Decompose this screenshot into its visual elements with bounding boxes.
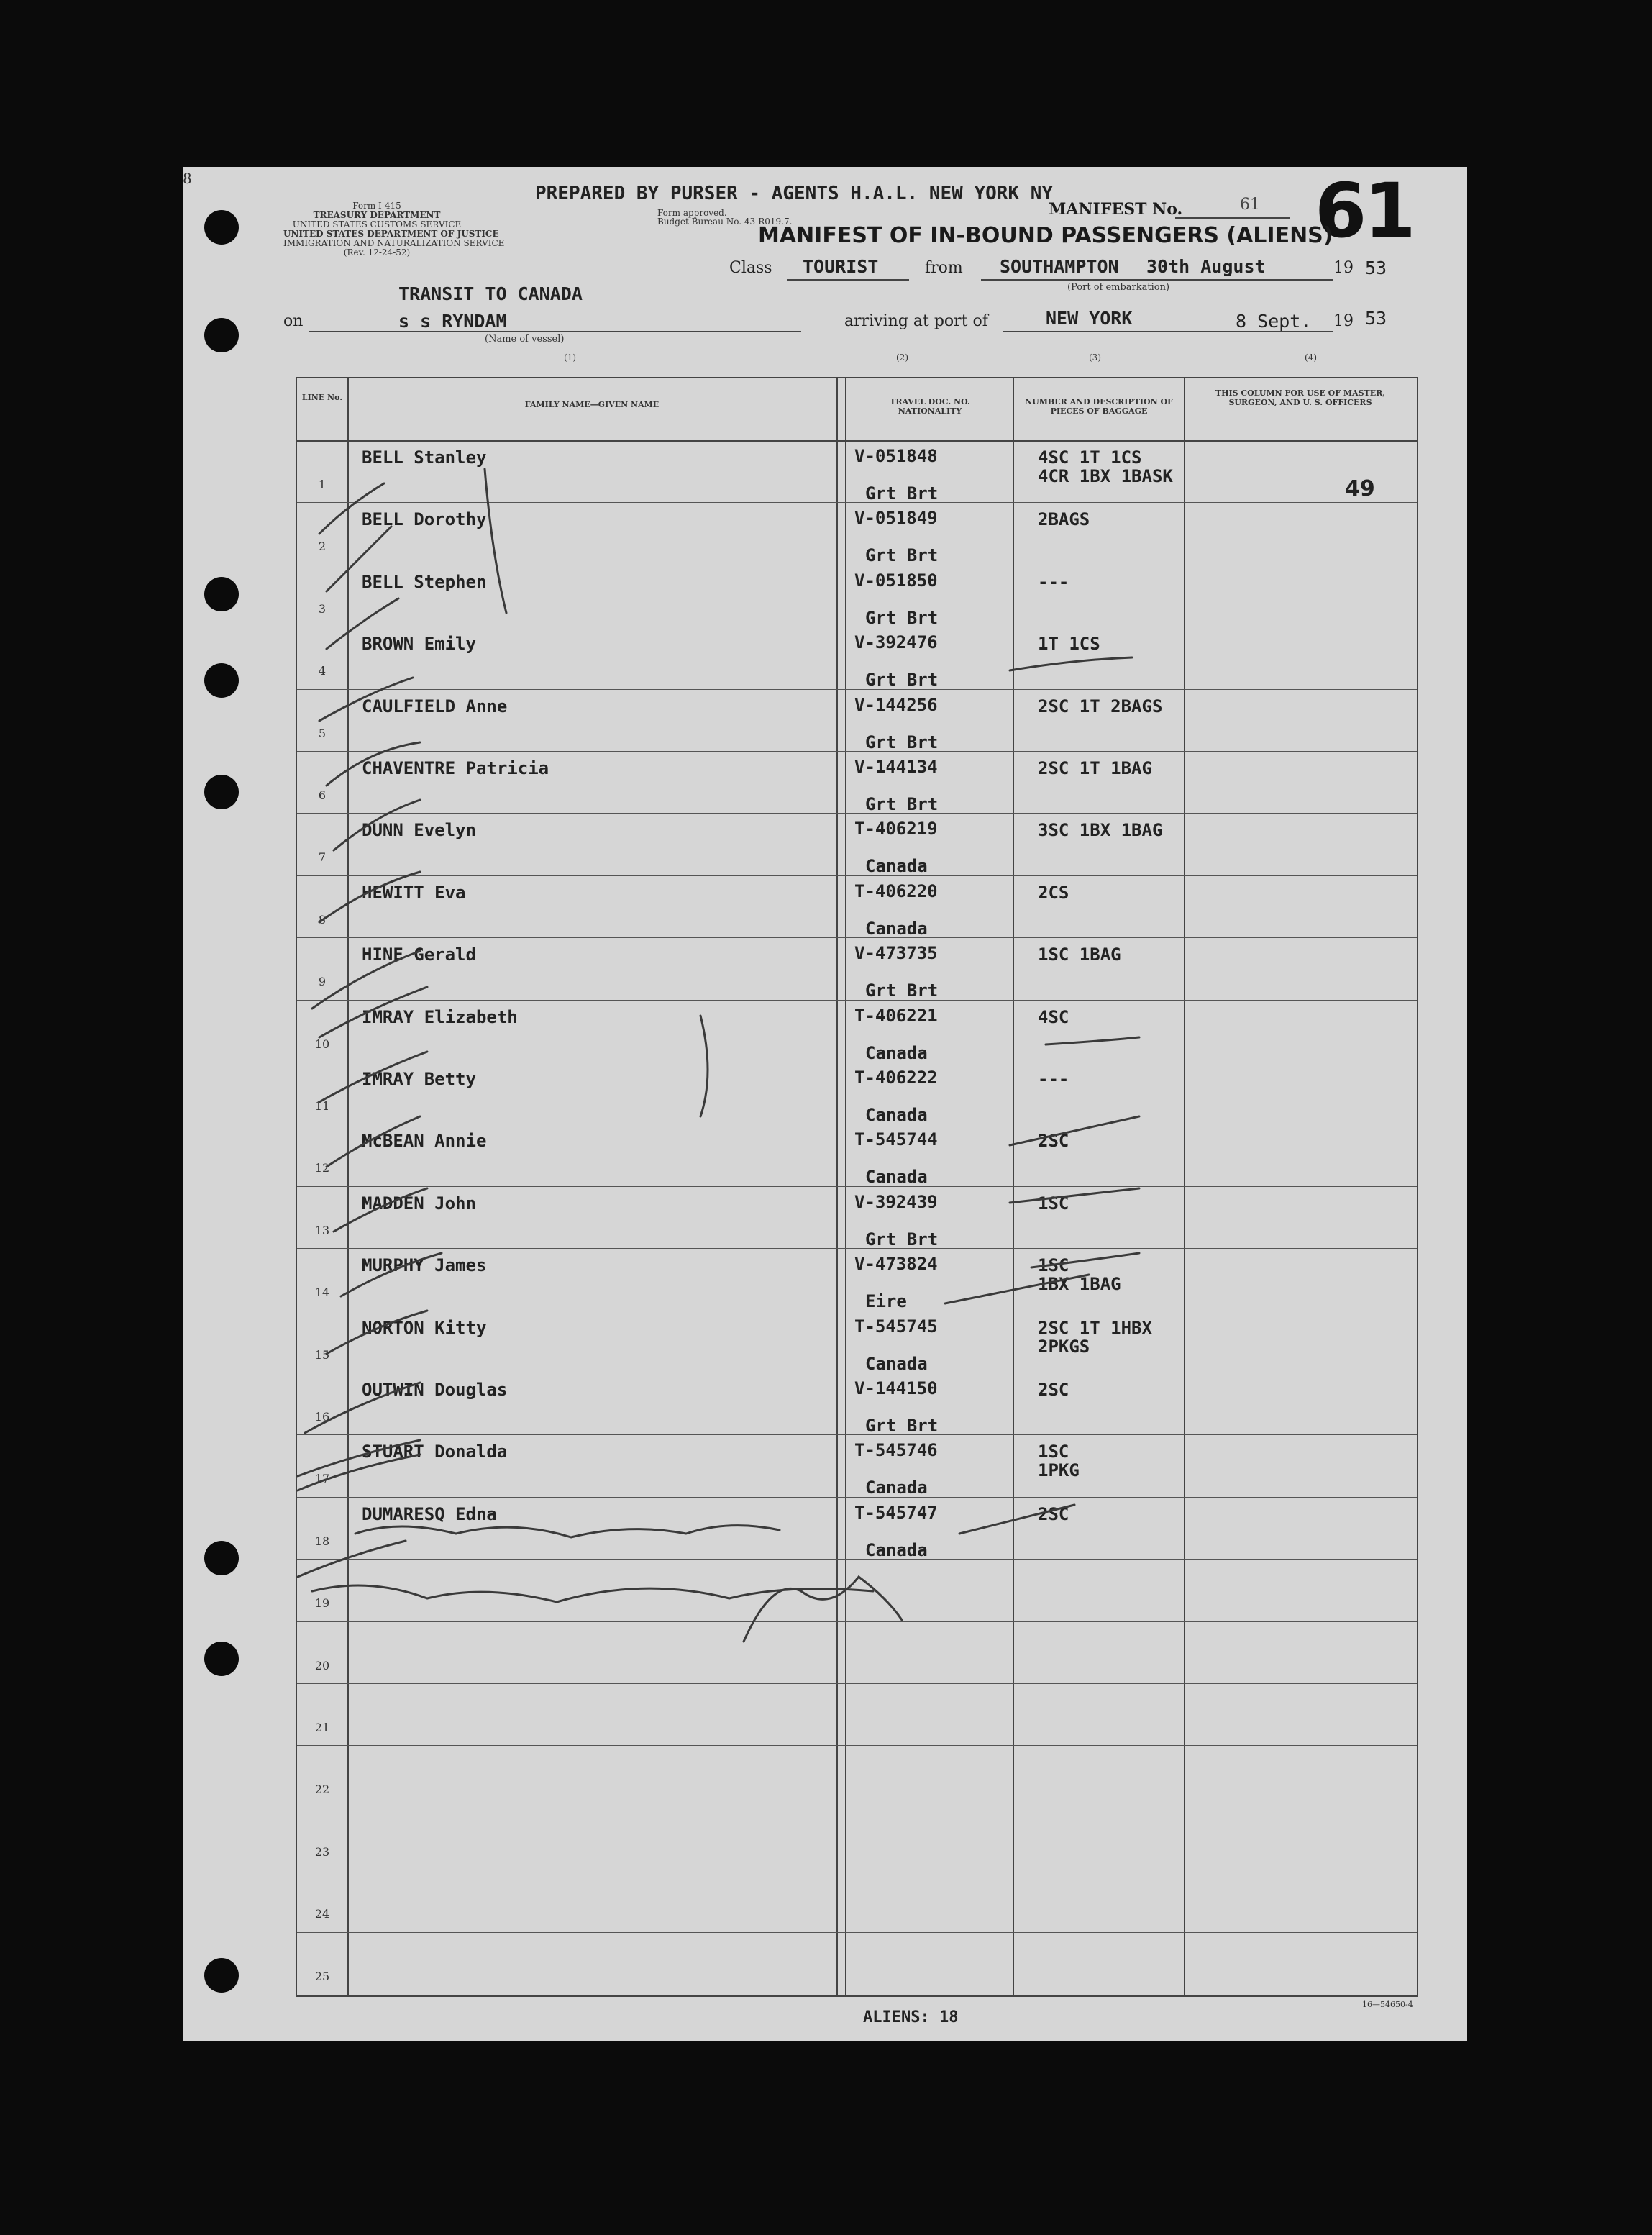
aliens-total: ALIENS: 18 (863, 2008, 959, 2026)
line-number: 21 (314, 1721, 330, 1734)
embark-date: 30th August (1146, 256, 1266, 277)
travel-doc-number: V-144256 (854, 694, 938, 715)
arriving-label: arriving at port of (844, 312, 988, 330)
baggage-description: 2SC 1T 1HBX (1038, 1317, 1152, 1338)
embark-year: 53 (1365, 258, 1387, 278)
travel-doc-number: T-406220 (854, 880, 938, 901)
col-header-name: FAMILY NAME—GIVEN NAME (524, 400, 660, 409)
from-value: SOUTHAMPTON (1000, 256, 1119, 277)
passenger-name: HEWITT Eva (362, 882, 466, 903)
col-header-officers: THIS COLUMN FOR USE OF MASTER, SURGEON, AND U. S. OFFICERS (1215, 388, 1386, 407)
line-number: 13 (314, 1223, 330, 1237)
travel-doc-number: V-051850 (854, 570, 938, 591)
baggage-description-2: 4CR 1BX 1BASK (1038, 466, 1173, 486)
row-divider (297, 751, 1417, 752)
nationality: Grt Brt (865, 794, 939, 814)
line-number: 1 (318, 478, 327, 491)
travel-doc-number: T-406221 (854, 1005, 938, 1026)
col-number-2: (2) (896, 352, 908, 363)
row-divider (297, 689, 1417, 690)
passenger-name: IMRAY Betty (362, 1069, 476, 1089)
form-service2: IMMIGRATION AND NATURALIZATION SERVICE (283, 238, 505, 248)
travel-doc-number: V-144134 (854, 757, 938, 777)
nationality: Eire (865, 1291, 907, 1312)
travel-doc-number: T-545746 (854, 1440, 938, 1461)
row-divider (297, 1683, 1417, 1684)
line-number: 15 (314, 1347, 330, 1362)
passenger-name: STUART Donalda (362, 1442, 508, 1462)
nationality: Grt Brt (865, 607, 939, 628)
passenger-name: MADDEN John (362, 1193, 476, 1214)
transit-note: TRANSIT TO CANADA (398, 283, 583, 304)
line-number: 10 (314, 1037, 330, 1051)
travel-doc-number: V-144150 (854, 1378, 938, 1398)
col-divider (1184, 378, 1185, 1995)
passenger-name: BROWN Emily (362, 634, 476, 655)
col-divider (836, 378, 838, 1995)
passenger-name: BELL Dorothy (362, 509, 487, 530)
col-number-3: (3) (1089, 352, 1101, 363)
from-label: from (925, 259, 963, 277)
nationality: Grt Brt (865, 670, 939, 691)
nationality: Grt Brt (865, 545, 939, 566)
arrival-year: 53 (1365, 308, 1387, 329)
punch-hole (204, 1541, 239, 1575)
arrival-line (1003, 331, 1333, 332)
travel-doc-number: T-406219 (854, 819, 938, 839)
punch-hole (204, 663, 239, 698)
baggage-description: 2CS (1038, 882, 1069, 903)
line-number: 18 (314, 1534, 330, 1548)
arrival-year-prefix: 19 (1333, 312, 1354, 330)
row-divider (297, 813, 1417, 814)
row-divider (297, 937, 1417, 938)
col-header-line-no: LINE No. (301, 393, 343, 402)
baggage-description: 1SC 1BAG (1038, 944, 1121, 965)
baggage-description: 4SC 1T 1CS (1038, 447, 1142, 468)
row-divider (297, 1745, 1417, 1746)
col-header-baggage: NUMBER AND DESCRIPTION OF PIECES OF BAGGAGE (1025, 397, 1173, 416)
col-number-4: (4) (1305, 352, 1317, 363)
nationality: Canada (865, 1353, 928, 1374)
travel-doc-number: V-473824 (854, 1254, 938, 1275)
baggage-description: 1SC (1038, 1255, 1069, 1276)
baggage-description: 2BAGS (1038, 509, 1090, 530)
nationality: Grt Brt (865, 732, 939, 752)
class-line (787, 279, 909, 281)
punch-hole (204, 775, 239, 809)
nationality: Canada (865, 1167, 928, 1188)
line-number: 2 (318, 540, 327, 554)
nationality: Grt Brt (865, 1229, 939, 1249)
row-divider (297, 1000, 1417, 1001)
punch-hole (204, 318, 239, 352)
row-divider (297, 1248, 1417, 1249)
baggage-description: 1SC (1038, 1193, 1069, 1214)
baggage-description-2: 2PKGS (1038, 1336, 1090, 1357)
passenger-name: OUTWIN Douglas (362, 1380, 508, 1400)
row-divider (297, 1434, 1417, 1435)
line-number: 6 (318, 788, 327, 802)
header-divider (297, 440, 1417, 442)
nationality: Canada (865, 918, 928, 939)
line-number: 12 (314, 1161, 330, 1175)
port-embark-label: (Port of embarkation) (1067, 282, 1170, 293)
line-number: 3 (318, 601, 327, 616)
passenger-name: MURPHY James (362, 1255, 487, 1276)
baggage-description: 2SC (1038, 1380, 1069, 1400)
manifest-no-value: 61 (1240, 196, 1260, 214)
baggage-description: --- (1038, 1069, 1069, 1089)
line-number: 7 (318, 850, 327, 865)
vessel-line (309, 331, 801, 332)
line-number: 16 (314, 1410, 330, 1424)
passenger-name: BELL Stanley (362, 447, 487, 468)
passenger-name: HINE Gerald (362, 944, 476, 965)
nationality: Canada (865, 856, 928, 877)
form-number: Form I-415 (352, 201, 401, 211)
passenger-name: DUNN Evelyn (362, 820, 476, 841)
form-revision: (Rev. 12-24-52) (343, 247, 411, 258)
line-number: 22 (314, 1783, 330, 1797)
passenger-name: CAULFIELD Anne (362, 696, 508, 716)
baggage-description: 2SC 1T 2BAGS (1038, 696, 1163, 716)
punch-hole (204, 210, 239, 245)
row-divider (297, 1497, 1417, 1498)
punch-hole (204, 1642, 239, 1676)
travel-doc-number: V-392439 (854, 1191, 938, 1212)
col-divider (347, 378, 349, 1995)
line-number: 20 (314, 1658, 330, 1672)
form-dept2: UNITED STATES DEPARTMENT OF JUSTICE (283, 229, 499, 239)
baggage-description: 4SC (1038, 1006, 1069, 1027)
row-divider (297, 1559, 1417, 1560)
line-number: 19 (314, 1596, 330, 1611)
baggage-description-2: 1BX 1BAG (1038, 1274, 1121, 1295)
nationality: Canada (865, 1105, 928, 1125)
punch-hole (204, 577, 239, 611)
passenger-name: DUMARESQ Edna (362, 1503, 497, 1524)
baggage-description: 1SC (1038, 1442, 1069, 1462)
class-value: TOURIST (803, 256, 879, 277)
prepared-by: PREPARED BY PURSER - AGENTS H.A.L. NEW YORK NY (535, 183, 1054, 204)
form-dept: TREASURY DEPARTMENT (313, 210, 441, 220)
col-number-1: (1) (564, 352, 576, 363)
passenger-name: NORTON Kitty (362, 1317, 487, 1338)
form-id-block (283, 201, 505, 258)
passenger-name: McBEAN Annie (362, 1131, 487, 1152)
baggage-description: 2SC (1038, 1503, 1069, 1524)
nationality: Grt Brt (865, 483, 939, 504)
passenger-name: BELL Stephen (362, 571, 487, 592)
manifest-sheet (183, 167, 1467, 2041)
punch-hole (204, 1958, 239, 1993)
travel-doc-number: V-051848 (854, 446, 938, 466)
on-label: on (283, 312, 304, 330)
baggage-description: 1T 1CS (1038, 634, 1100, 655)
print-code: 16—54650-4 (1362, 2000, 1413, 2009)
manifest-title: MANIFEST OF IN-BOUND PASSENGERS (ALIENS) (758, 223, 1333, 248)
baggage-description: 2SC (1038, 1131, 1069, 1152)
row-divider (297, 1621, 1417, 1622)
line-number: 17 (314, 1472, 330, 1486)
passenger-name: IMRAY Elizabeth (362, 1006, 518, 1027)
arrival-port: NEW YORK (1046, 308, 1133, 329)
line-number: 8 (318, 912, 327, 927)
row-divider (297, 502, 1417, 503)
row-divider (297, 1932, 1417, 1933)
line-number: 11 (314, 1099, 330, 1113)
travel-doc-number: V-392476 (854, 632, 938, 653)
manifest-no-label: MANIFEST No. (1049, 200, 1183, 219)
baggage-description-2: 1PKG (1038, 1460, 1080, 1481)
form-service: UNITED STATES CUSTOMS SERVICE (292, 219, 462, 229)
line-number: 24 (314, 1907, 330, 1921)
col-divider (1013, 378, 1014, 1995)
line-number: 5 (318, 726, 327, 740)
passenger-name: CHAVENTRE Patricia (362, 758, 549, 778)
baggage-description: 2SC 1T 1BAG (1038, 758, 1152, 778)
row-divider (297, 1186, 1417, 1187)
nationality: Canada (865, 1478, 928, 1498)
line-number: 25 (314, 1969, 330, 1983)
line-number: 9 (318, 975, 327, 989)
vessel-name: s s RYNDAM (398, 311, 507, 332)
year-prefix: 19 (1333, 259, 1354, 277)
class-label: Class (729, 259, 772, 277)
col-divider (845, 378, 846, 1995)
col-header-travel-doc: TRAVEL DOC. NO. NATIONALITY (890, 397, 970, 416)
from-line (981, 279, 1333, 281)
big-manifest-number: 61 (1315, 167, 1413, 255)
line-number: 14 (314, 1285, 330, 1300)
line-number: 23 (314, 1844, 330, 1859)
row-divider (297, 875, 1417, 876)
travel-doc-number: T-406222 (854, 1068, 938, 1088)
travel-doc-number: T-545747 (854, 1502, 938, 1523)
nationality: Canada (865, 1539, 928, 1560)
vessel-label: (Name of vessel) (485, 334, 565, 345)
passenger-table (296, 377, 1418, 1997)
nationality: Grt Brt (865, 1416, 939, 1436)
baggage-description: --- (1038, 571, 1069, 592)
travel-doc-number: V-051849 (854, 508, 938, 529)
budget-line: Budget Bureau No. 43-R019.7. (657, 217, 793, 227)
travel-doc-number: V-473735 (854, 943, 938, 964)
approval-line: Form approved. (657, 208, 727, 218)
line-number: 4 (318, 664, 327, 678)
corner-mark: 8 (183, 170, 192, 187)
nationality: Canada (865, 1042, 928, 1063)
baggage-description: 3SC 1BX 1BAG (1038, 820, 1163, 841)
officer-note: 49 (1345, 476, 1375, 501)
manifest-no-line (1175, 217, 1290, 219)
arrival-date: 8 Sept. (1236, 311, 1312, 332)
travel-doc-number: T-545744 (854, 1129, 938, 1150)
nationality: Grt Brt (865, 980, 939, 1001)
travel-doc-number: T-545745 (854, 1316, 938, 1337)
